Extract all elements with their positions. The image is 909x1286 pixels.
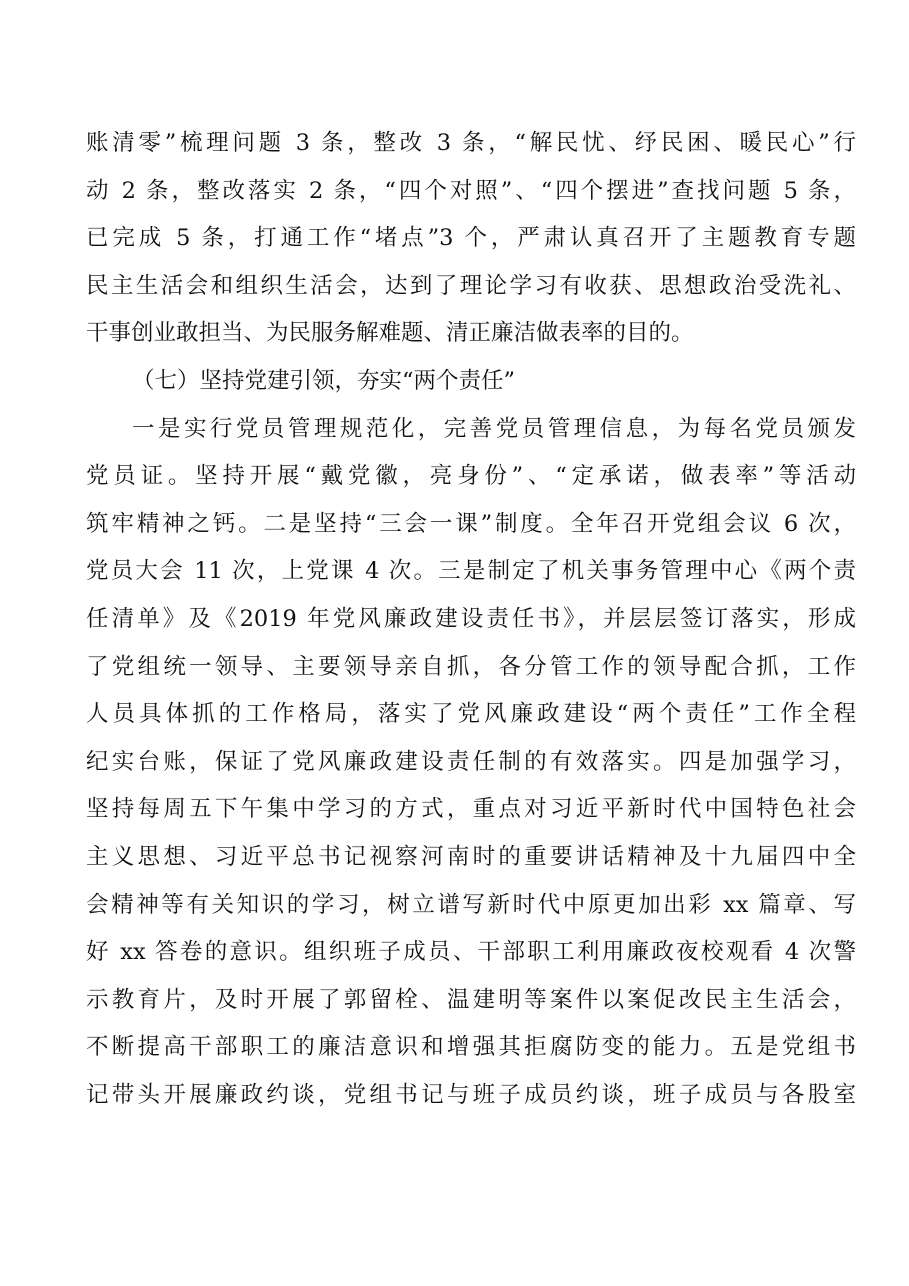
text-line: 会精神等有关知识的学习，树立谱写新时代中原更加出彩 xx 篇章、写: [86, 891, 856, 918]
text-line: 已完成 5 条，打通工作“堵点”3 个，严肃认真召开了主题教育专题: [86, 225, 856, 252]
text-line: 干事创业敢担当、为民服务解难题、清正廉洁做表率的目的。: [86, 320, 694, 347]
text-line: 不断提高干部职工的廉洁意识和增强其拒腐防变的能力。五是党组书: [86, 1034, 856, 1061]
text-line: 好 xx 答卷的意识。组织班子成员、干部职工利用廉政夜校观看 4 次警: [86, 939, 856, 966]
text-line: 纪实台账，保证了党风廉政建设责任制的有效落实。四是加强学习，: [86, 748, 856, 775]
document-body: [86, 120, 856, 1119]
text-line: 筑牢精神之钙。二是坚持“三会一课”制度。全年召开党组会议 6 次，: [86, 510, 856, 537]
text-line: 任清单》及《2019 年党风廉政建设责任书》，并层层签订落实，形成: [86, 605, 856, 632]
text-line: 党员证。坚持开展“戴党徽，亮身份”、“定承诺，做表率”等活动: [86, 463, 856, 490]
text-line: 坚持每周五下午集中学习的方式，重点对习近平新时代中国特色社会: [86, 796, 856, 823]
text-line: 了党组统一领导、主要领导亲自抓，各分管工作的领导配合抓，工作: [86, 653, 856, 680]
text-line: 动 2 条，整改落实 2 条，“四个对照”、“四个摆进”查找问题 5 条，: [86, 177, 856, 204]
text-line: 账清零”梳理问题 3 条，整改 3 条，“解民忧、纾民困、暖民心”行: [86, 130, 856, 156]
text-line: 记带头开展廉政约谈，党组书记与班子成员约谈，班子成员与各股室: [86, 1081, 856, 1108]
text-line: 人员具体抓的工作格局，落实了党风廉政建设“两个责任”工作全程: [86, 701, 856, 728]
text-line: 党员大会 11 次，上党课 4 次。三是制定了机关事务管理中心《两个责: [86, 558, 856, 585]
text-line: 民主生活会和组织生活会，达到了理论学习有收获、思想政治受洗礼、: [86, 272, 856, 299]
text-line: 示教育片，及时开展了郭留栓、温建明等案件以案促改民主生活会，: [86, 986, 856, 1013]
paragraph-first-line: 一是实行党员管理规范化，完善党员管理信息，为每名党员颁发: [132, 415, 856, 442]
text-line: 主义思想、习近平总书记视察河南时的重要讲话精神及十九届四中全: [86, 843, 856, 870]
section-heading: （七）坚持党建引领，夯实“两个责任”: [132, 367, 516, 394]
